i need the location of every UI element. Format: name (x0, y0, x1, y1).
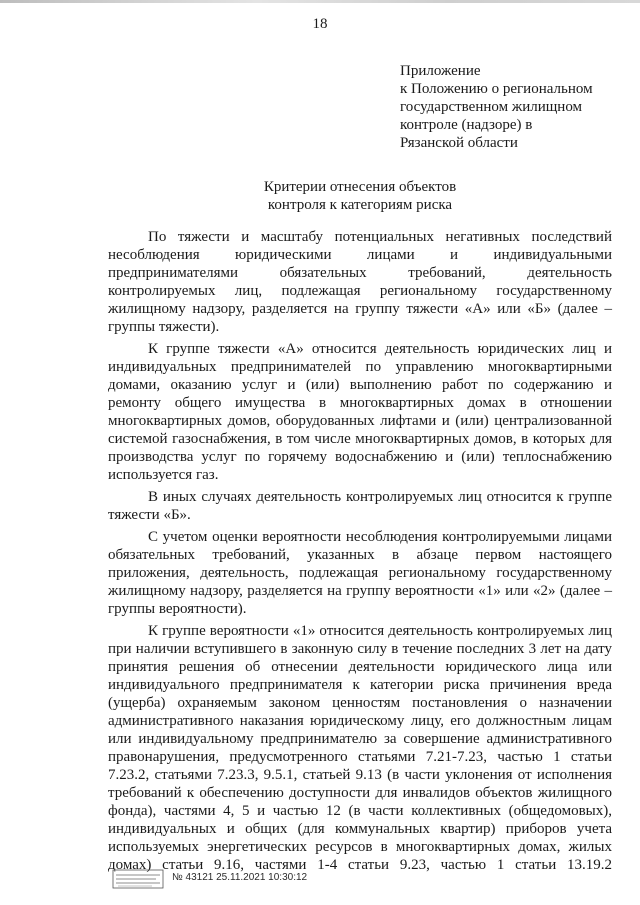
text-line: жилищному надзору, разделяется на группу тяжести «А» или «Б» (далее – (108, 301, 612, 317)
text-line: С учетом оценки вероятности несоблюдения контролируемыми лицами (148, 529, 612, 545)
registration-stamp-icon (112, 868, 164, 890)
text-line: В иных случаях деятельность контролируемых лиц относится к группе (148, 489, 612, 505)
appendix-line: к Положению о региональном (400, 81, 593, 97)
text-line: принятия решения об отнесении деятельности юридического лица или (108, 659, 612, 675)
text-line: используется газ. (108, 467, 219, 483)
appendix-line: Рязанской области (400, 135, 518, 151)
registration-footer (112, 868, 472, 890)
text-line: обязательных требований, указанных в абзаце первом настоящего (108, 547, 612, 563)
title-line: контроля к категориям риска (267, 197, 453, 213)
text-line: требований к обеспечению доступности для инвалидов объектов жилищного (108, 785, 612, 801)
text-line: многоквартирных домов, оборудованных лифтами и (или) централизованной (108, 413, 612, 429)
text-line: жилищному надзору, разделяется на группу вероятности «1» или «2» (далее – (108, 583, 612, 599)
text-line: домах) статьи 9.16, частями 1-4 статьи 9.23, частью 1 статьи 13.19.2 (108, 857, 612, 873)
title-line: Критерии отнесения объектов (263, 179, 457, 195)
text-line: К группе тяжести «А» относится деятельность юридических лиц и (148, 341, 612, 357)
text-line: домами, оказанию услуг и (или) выполнению работ по содержанию и (108, 377, 612, 393)
appendix-line: Приложение (400, 63, 481, 79)
text-line: производства услуг по горячему водоснабжению и (или) теплоснабжению (108, 449, 612, 465)
text-line: тяжести «Б». (108, 507, 191, 523)
appendix-note (400, 62, 620, 152)
paragraph-severity-groups (108, 228, 612, 336)
text-line: ремонту общего имущества в многоквартирных домах в отношении (108, 395, 612, 411)
text-line: системой газоснабжения, в том числе многоквартирных домов, в которых для (108, 431, 612, 447)
paragraph-probability-groups (108, 528, 612, 618)
document-body (108, 228, 612, 878)
text-line: контролируемых лиц, подлежащая региональному государственному (108, 283, 612, 299)
text-line: индивидуальных и общих (для коммунальных квартир) приборов учета (108, 821, 612, 837)
text-line: предпринимателями обязательных требований, деятельность (108, 265, 612, 281)
text-line: индивидуального предпринимателя к категории риска причинения вреда (108, 677, 612, 693)
text-line: По тяжести и масштабу потенциальных негативных последствий (148, 229, 612, 245)
text-line: или индивидуальному предпринимателю за совершение административного (108, 731, 612, 747)
text-line: несоблюдения юридическими лицами и индивидуальными (108, 247, 612, 263)
scan-edge (0, 0, 640, 3)
text-line: 7.23.2, статьями 7.23.3, 9.5.1, статьей 9.13 (в части уклонения от исполнения (108, 767, 612, 783)
text-line: правонарушения, предусмотренного статьями 7.21-7.23, частью 1 статьи (108, 749, 612, 765)
text-line: (ущерба) охраняемым законом ценностям постановления о назначении (108, 695, 612, 711)
text-line: используемых энергетических ресурсов в многоквартирных домах, жилых (108, 839, 612, 855)
text-line: группы вероятности). (108, 601, 247, 617)
text-line: фонда), частями 4, 5 и частью 12 (в части коллективных (общедомовых), (108, 803, 612, 819)
paragraph-group-a (108, 340, 612, 484)
text-line: К группе вероятности «1» относится деятельность контролируемых лиц (148, 623, 612, 639)
text-line: приложения, деятельность, подлежащая региональному государственному (108, 565, 612, 581)
appendix-line: контроле (надзоре) в (400, 117, 533, 133)
text-line: административного наказания юридическому лицу, его должностным лицам (108, 713, 612, 729)
text-line: индивидуальных предпринимателей по управлению многоквартирными (108, 359, 612, 375)
paragraph-group-b (108, 488, 612, 524)
document-title (0, 178, 640, 214)
text-line: группы тяжести). (108, 319, 220, 335)
page-number: 18 (312, 16, 328, 32)
text-line: при наличии вступившего в законную силу в течение последних 3 лет на дату (108, 641, 612, 657)
paragraph-probability-group-1 (108, 622, 612, 874)
appendix-line: государственном жилищном (400, 99, 583, 115)
registration-number: № 43121 25.11.2021 10:30:12 (172, 872, 308, 883)
